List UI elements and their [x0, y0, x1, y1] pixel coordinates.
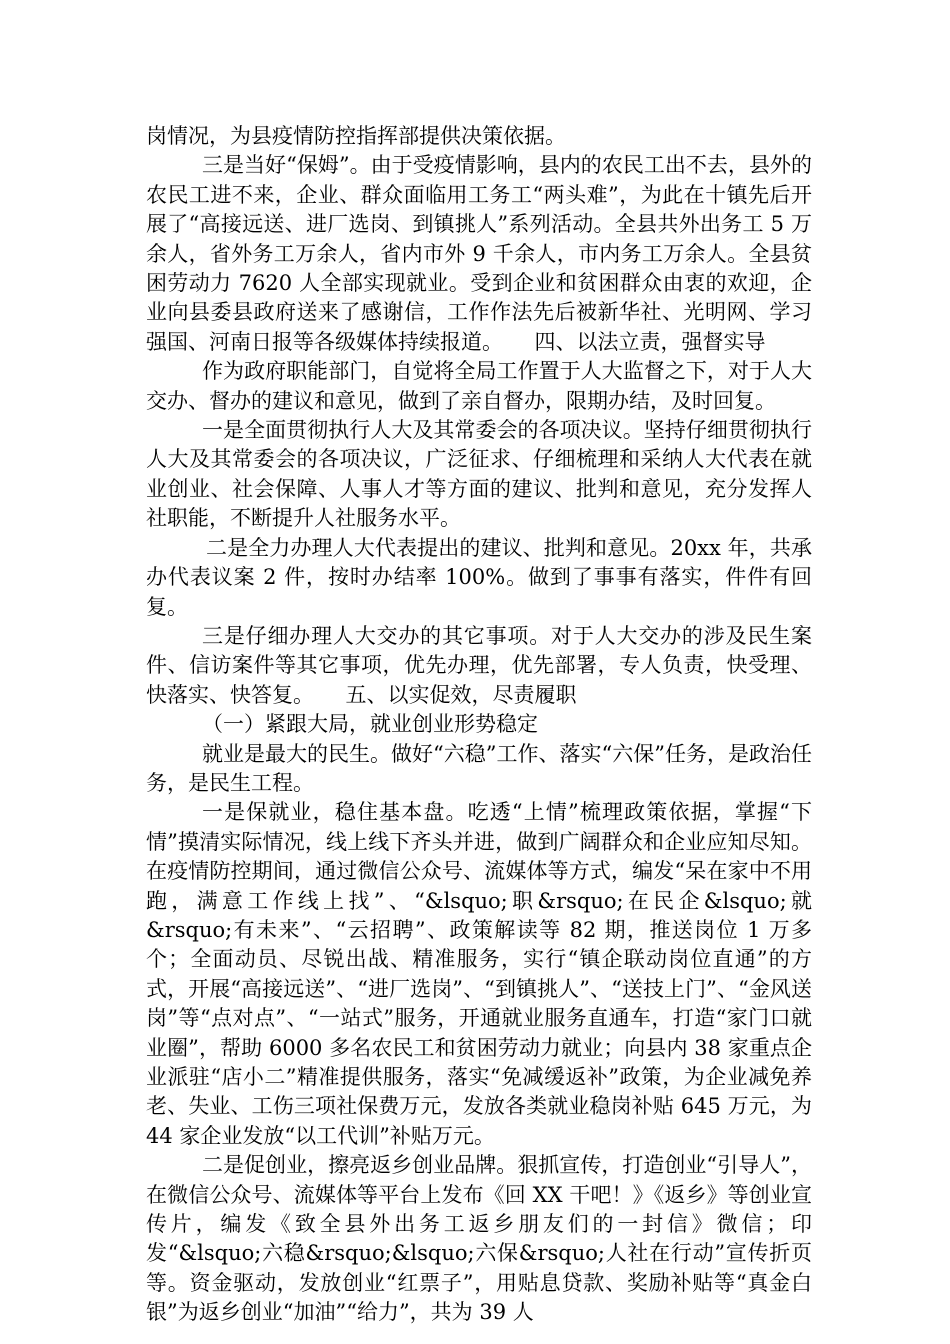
paragraph-7: 就业是最大的民生。做好“六稳”工作、落实“六保”任务，是政治任务，是民生工程。: [146, 741, 812, 795]
paragraph-5: 二是全力办理人大代表提出的建议、批判和意见。20xx 年，共承办代表议案 2 件，按时办结率 100%。做到了事事有落实，件件有回复。: [146, 535, 812, 619]
paragraph-3: 作为政府职能部门，自觉将全局工作置于人大监督之下，对于人大交办、督办的建议和意见，做到了亲自督办，限期办结，及时回复。: [146, 359, 812, 413]
document-body: [146, 122, 812, 1328]
paragraph-6: 三是仔细办理人大交办的其它事项。对于人大交办的涉及民生案件、信访案件等其它事项，优先办理，优先部署，专人负责，快受理、快落实、快答复。 五、以实促效，尽责履职: [146, 623, 812, 707]
section-heading-1: （一）紧跟大局，就业创业形势稳定: [202, 712, 538, 737]
paragraph-2: 三是当好“保姆”。由于受疫情影响，县内的农民工出不去，县外的农民工进不来，企业、群众面临用工务工“两头难”，为此在十镇先后开展了“高接远送、进厂选岗、到镇挑人”系列活动。全县共外出务工 5 万余人，省外务工万余人，省内市外 9 千余人，市内务工万余人。全县贫困劳动力 7620 人全部实现就业。受到企业和贫困群众由衷的欢迎，企业向县委县政府送来了感谢信，工作作法先后被新华社、光明网、学习强国、河南日报等各级媒体持续报道。 四、以法立责，强督实导: [146, 153, 812, 354]
paragraph-1: 岗情况，为县疫情防控指挥部提供决策依据。: [146, 124, 566, 148]
paragraph-4: 一是全面贯彻执行人大及其常委会的各项决议。坚持仔细贯彻执行人大及其常委会的各项决议，广泛征求、仔细梳理和采纳人大代表在就业创业、社会保障、人事人才等方面的建议、批判和意见，充分发挥人社职能，不断提升人社服务水平。: [146, 418, 812, 531]
paragraph-9: 二是促创业，擦亮返乡创业品牌。狠抓宣传，打造创业“引导人”，在微信公众号、流媒体等平台上发布《回 XX 干吧！》《返乡》等创业宣传片，编发《致全县外出务工返乡朋友们的一封信》微信；印发“&lsquo;六稳&rsquo;&lsquo;六保&rsquo;人社在行动”宣传折页等。资金驱动，发放创业“红票子”，用贴息贷款、奖励补贴等“真金白银”为返乡创业“加油”“给力”，共为 39 人: [146, 1153, 812, 1325]
paragraph-8: 一是保就业，稳住基本盘。吃透“上情”梳理政策依据，掌握“下情”摸清实际情况，线上线下齐头并进，做到广阔群众和企业应知尽知。在疫情防控期间，通过微信公众号、流媒体等方式，编发“呆在家中不用跑，满意工作线上找”、“&lsquo;职&rsquo;在民企&lsquo;就&rsquo;有未来”、“云招聘”、政策解读等 82 期，推送岗位 1 万多个；全面动员、尽锐出战、精准服务，实行“镇企联动岗位直通”的方式，开展“高接远送”、“进厂选岗”、“到镇挑人”、“送技上门”、“金风送岗”等“点对点”、“一站式”服务，开通就业服务直通车，打造“家门口就业圈”，帮助 6000 多名农民工和贫困劳动力就业；向县内 38 家重点企业派驻“店小二”精准提供服务，落实“免减缓返补”政策，为企业减免养老、失业、工伤三项社保费万元，发放各类就业稳岗补贴 645 万元，为 44 家企业发放“以工代训”补贴万元。: [146, 800, 812, 1148]
